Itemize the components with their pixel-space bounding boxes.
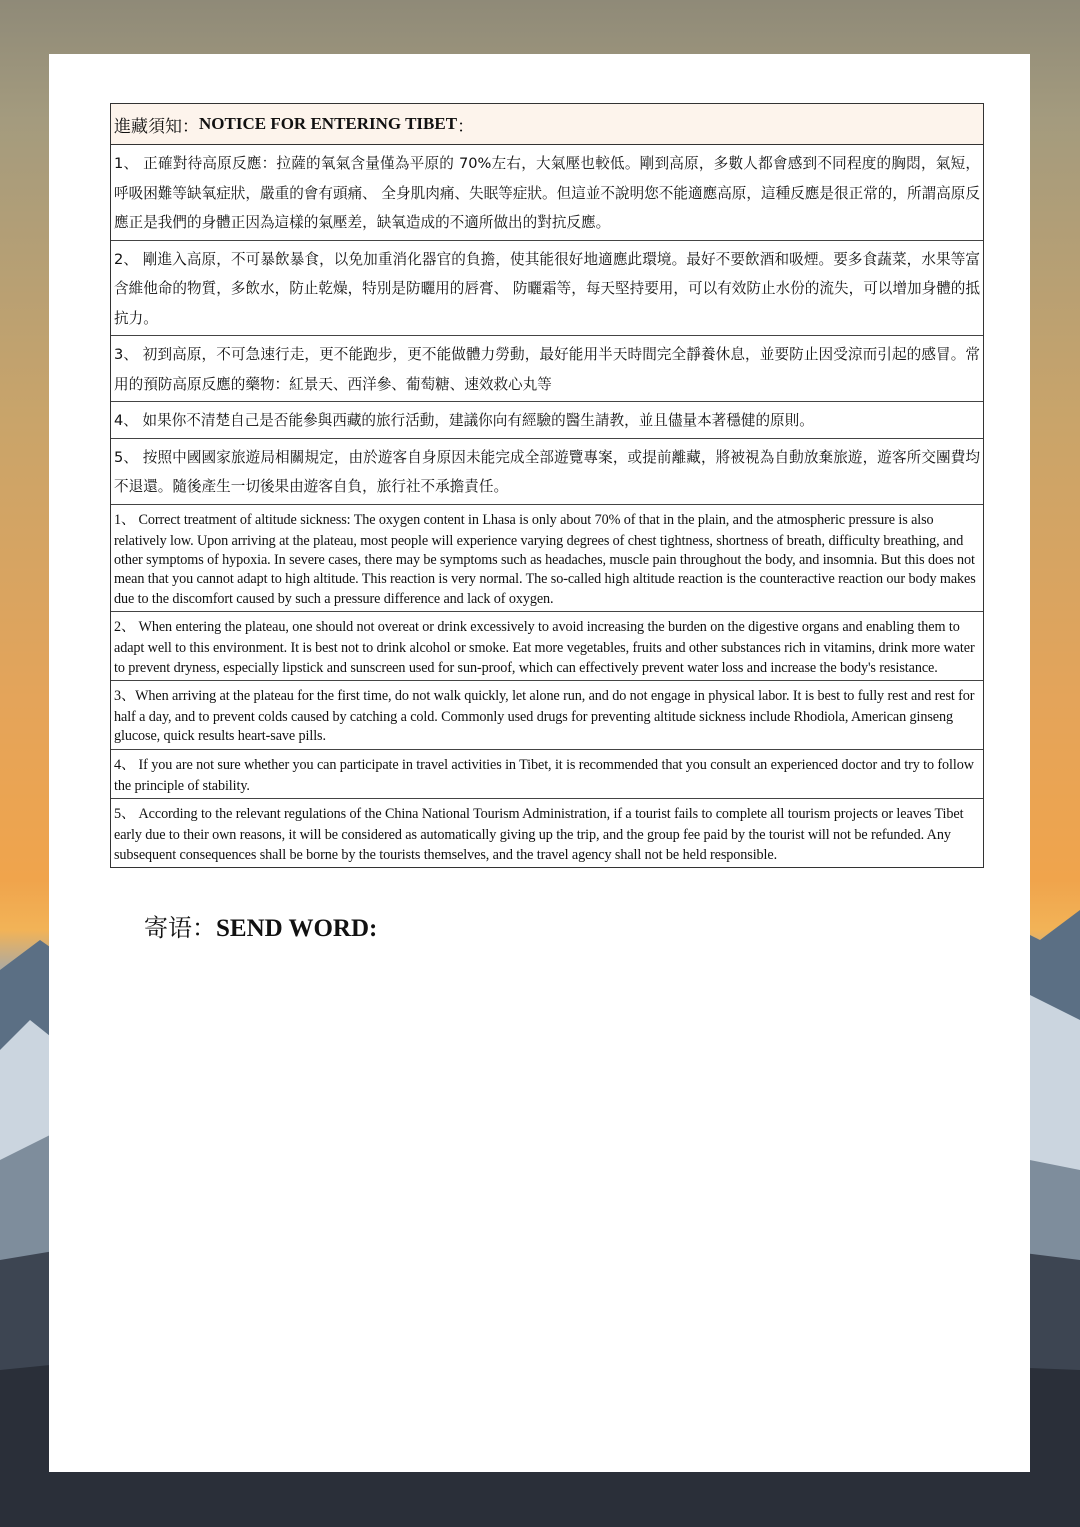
notice-item-cn-2: 2、 剛進入高原，不可暴飲暴食，以免加重消化器官的負擔，使其能很好地適應此環境。最好不要飲酒和吸煙。要多食蔬菜，水果等富含維他命的物質，多飲水，防止乾燥，特別是防曬用的唇膏、 防曬霜等，每天堅持要用，可以有效防止水份的流失，可以增加身體的抵抗力。 [111,241,983,337]
notice-item-en-1-rest: pressure is also relatively low. Upon arriving at the plateau, most people will experience varying degrees of chest tightness, shortness of breath, difficulty breathing, and other symptoms of hypoxia. In severe cases, there may be symptoms such as headaches, muscle pain throughout the body, and insomnia. But this does not mean that you cannot adapt to high altitude. This reaction is very normal. The so-called high altitude reaction is the counteractive reaction our body makes due to the discomfort caused by such a pressure difference and lack of oxygen. [114,511,976,607]
notice-item-en-4-first: 4、 If you are not sure whether you can participate in travel activities in Tibet, it is recommended that you consult an experienced [114,756,839,773]
notice-item-en-2-rest: and enabling them to adapt well to this environment. It is best not to drink alcohol or smoke. Eat more vegetables, fruits and other substances rich in vitamins, drink more water to prevent dryness, especially lipstick and sunscreen used for sun-proof, which can effectively prevent water loss and increase the body's resistance. [114,619,975,676]
notice-item-en-4 [111,750,983,799]
notice-item-en-3-rest: fully rest and rest for half a day, and to prevent colds caused by catching a cold. Commonly used drugs for preventing altitude sickness include Rhodiola, American ginseng glucose, quick results heart-save pills. [114,687,975,745]
notice-item-en-1 [111,505,983,613]
notice-item-en-5-first: 5、 According to the relevant regulations of the China National Tourism Administration, if a tourist fails to complete all tourism [114,806,831,823]
notice-item-en-3 [111,681,983,750]
notice-title-cn: 進藏須知： [114,116,199,137]
document-sheet [49,54,1030,1472]
notice-item-en-1-first: 1、 Correct treatment of altitude sickness: The oxygen content in Lhasa is only about 70% of that in the plain, and the atmospheric [114,511,845,528]
notice-item-cn-3: 3、 初到高原，不可急速行走，更不能跑步，更不能做體力勞動，最好能用半天時間完全靜養休息，並要防止因受涼而引起的感冒。常用的預防高原反應的藥物：紅景天、西洋參、葡萄糖、速效救心丸等 [111,336,983,402]
notice-title [111,104,983,145]
send-word-heading [144,908,377,943]
notice-item-cn-4: 4、 如果你不清楚自己是否能參與西藏的旅行活動，建議你向有經驗的醫生請教，並且儘量本著穩健的原則。 [111,402,983,439]
send-word-label-cn: 寄语： [144,914,216,942]
notice-item-cn-1: 1、 正確對待高原反應：拉薩的氧氣含量僅為平原的 70%左右，大氣壓也較低。剛到高原，多數人都會感到不同程度的胸悶，氣短，呼吸困難等缺氧症狀，嚴重的會有頭痛、 全身肌肉痛、失眠等症狀。但這並不說明您不能適應高原，這種反應是很正常的，所謂高原反應正是我們的身體正因為這樣的氣壓差，缺氧造成的不適所做出的對抗反應。 [111,145,983,241]
notice-table [110,103,984,868]
notice-title-en: NOTICE FOR ENTERING TIBET [199,114,458,133]
notice-item-en-2-first: 2、 When entering the plateau, one should not overeat or drink excessively to avoid increasing the burden on the digestive organs [114,619,839,636]
send-word-label-en: SEND WORD: [216,915,378,942]
notice-item-en-2 [111,612,983,681]
notice-item-en-4-rest: doctor and try to follow the principle of stability. [114,756,974,794]
notice-item-cn-5: 5、 按照中國國家旅遊局相關規定，由於遊客自身原因未能完成全部遊覽專案，或提前離藏，將被視為自動放棄旅遊，遊客所交團費均不退還。隨後產生一切後果由遊客自負，旅行社不承擔責任。 [111,439,983,505]
notice-item-en-5-rest: projects or leaves Tibet early due to their own reasons, it will be considered as automatically giving up the trip, and the group fee paid by the tourist will not be refunded. Any subsequent consequences shall be borne by the tourists themselves, and the travel agency shall not be held responsible. [114,806,964,863]
notice-title-colon: ： [457,116,475,137]
notice-item-en-3-first: 3、When arriving at the plateau for the first time, do not walk quickly, let alone run, and do not engage in physical labor. It is best to [114,687,855,704]
notice-item-en-5 [111,799,983,867]
